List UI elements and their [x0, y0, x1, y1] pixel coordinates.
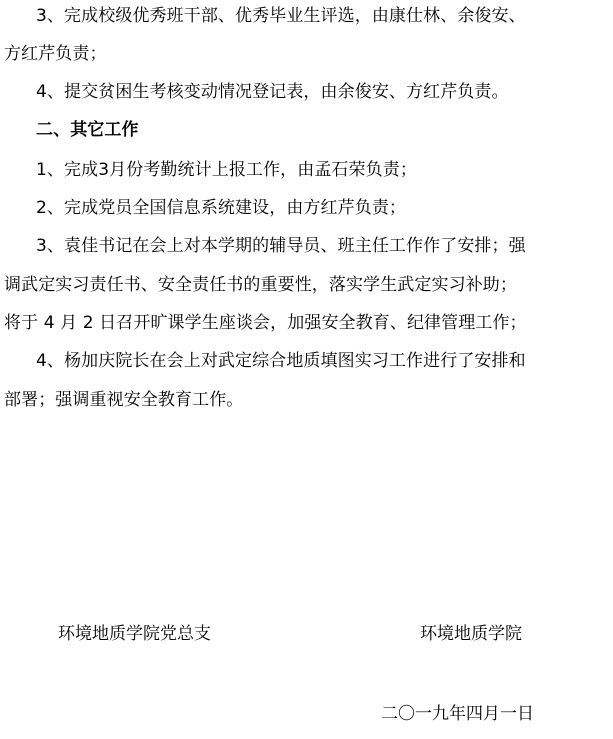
signature-date: 二〇一九年四月一日 — [381, 704, 534, 724]
section-heading: 二、其它工作 — [36, 120, 139, 140]
paragraph-line: 2、完成党员全国信息系统建设，由方红芹负责； — [36, 198, 407, 218]
paragraph-line: 部署；强调重视安全教育工作。 — [4, 390, 244, 410]
paragraph-line: 3、袁佳书记在会上对本学期的辅导员、班主任工作作了安排；强 — [36, 236, 526, 256]
paragraph-line: 1、完成3月份考勤统计上报工作，由孟石荣负责； — [36, 160, 417, 180]
signature-organization-college: 环境地质学院 — [420, 624, 522, 644]
paragraph-line: 调武定实习责任书、安全责任书的重要性，落实学生武定实习补助； — [4, 275, 517, 295]
paragraph-line: 4、提交贫困生考核变动情况登记表，由余俊安、方红芹负责。 — [36, 82, 509, 102]
paragraph-line: 方红芹负责； — [4, 44, 107, 64]
paragraph-line: 将于 4 月 2 日召开旷课学生座谈会，加强安全教育、纪律管理工作； — [4, 313, 527, 333]
paragraph-line: 3、完成校级优秀班干部、优秀毕业生评选，由康仕林、余俊安、 — [36, 6, 526, 26]
paragraph-line: 4、杨加庆院长在会上对武定综合地质填图实习工作进行了安排和 — [36, 351, 526, 371]
signature-organization-party: 环境地质学院党总支 — [58, 624, 211, 644]
